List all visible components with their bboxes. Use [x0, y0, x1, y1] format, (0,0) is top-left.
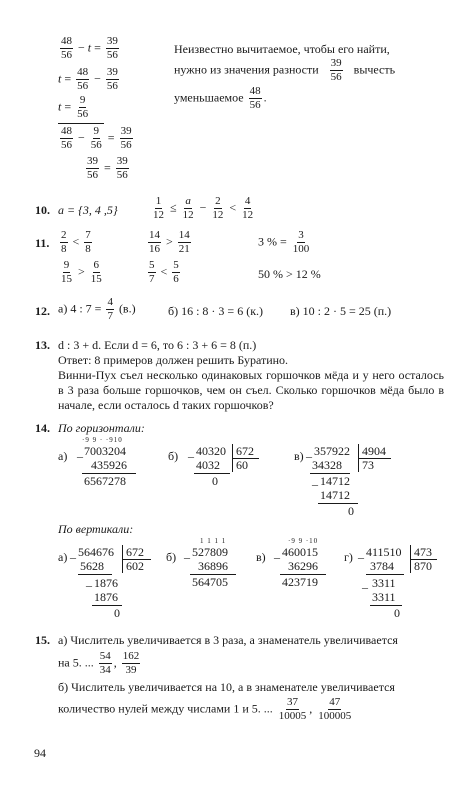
top-equation-2: t = $\frac{48}{56}$ − $\frac{39}{56}$ — [58, 66, 118, 92]
v-d-rule-1 — [366, 574, 404, 575]
page-number: 94 — [34, 746, 46, 760]
h-b-result: 0 — [212, 474, 218, 488]
h-c-label: в) — [294, 449, 304, 463]
v-b-top: 527809 — [192, 545, 228, 559]
problem-15-b-line-2: количество нулей между числами 1 и 5. ... $\frac{37}{10005}$ , $\frac{47}{100005}$ — [58, 696, 352, 722]
problem-13-number: 13. — [35, 338, 50, 352]
problem-11-number: 11. — [35, 236, 50, 250]
h-c-minus: _ — [306, 445, 312, 459]
problem-10-set: a = {3, 4 ,5} — [58, 203, 118, 217]
problem-10-inequality: $\frac{1}{12}$ ≤ $\frac{a}{12}$ − $\frac{2}{12}$ < $\frac{4}{12}$ — [153, 195, 254, 221]
problem-14-number: 14. — [35, 421, 50, 435]
v-b-carry: 1 1 1 1 — [200, 537, 227, 545]
problem-10-number: 10. — [35, 203, 50, 217]
explain-line-2: нужно из значения разности $\frac{39}{56}$ вычесть — [174, 57, 396, 83]
h-c-divisor: 4904 — [362, 444, 386, 458]
v-c-minus: _ — [274, 546, 280, 560]
v-a-minus: _ — [70, 546, 76, 560]
problem-15-a-line-1: а) Числитель увеличивается в 3 раза, а знаменатель увеличивается — [58, 633, 398, 647]
rule-line — [58, 123, 104, 124]
problem-11-r1c2: $\frac{14}{16}$ > $\frac{14}{21}$ — [149, 229, 190, 255]
v-d-label: г) — [344, 550, 353, 564]
h-a-result: 6567278 — [84, 474, 126, 488]
problem-15-number: 15. — [35, 633, 50, 647]
v-a-rule-1 — [78, 574, 112, 575]
problem-12-c: в) 10 : 2 · 5 = 25 (п.) — [290, 304, 392, 318]
h-a-label: а) — [58, 449, 68, 463]
v-a-result: 0 — [114, 606, 120, 620]
v-a-sub-2: 1876 — [94, 590, 118, 604]
h-c-minus-2: _ — [312, 473, 318, 487]
v-b-minus: _ — [184, 546, 190, 560]
top-equation-5: $\frac{39}{56}$ = $\frac{39}{56}$ — [87, 155, 128, 181]
problem-12-a: а) 4 : 7 = $\frac{4}{7}$ (в.) — [58, 296, 136, 322]
problem-15-a-line-2: на 5. ... $\frac{54}{34}$ , $\frac{162}{39}$ — [58, 650, 140, 676]
top-equation-3: t = $\frac{9}{56}$ — [58, 94, 89, 120]
v-a-divisor: 672 — [126, 545, 144, 559]
problem-11-r2c1: $\frac{9}{15}$ > $\frac{6}{15}$ — [61, 259, 102, 285]
v-a-quotient: 602 — [126, 559, 144, 573]
h-c-sub-2: 14712 — [320, 488, 350, 502]
v-c-sub: 36296 — [288, 559, 318, 573]
h-b-quotient: 60 — [236, 458, 248, 472]
horizontal-title: По горизонтали: — [58, 421, 145, 435]
h-c-remainder-1: 14712 — [320, 474, 350, 488]
problem-11-r1c1: $\frac{2}{8}$ < $\frac{7}{8}$ — [61, 229, 91, 255]
problem-11-r2c2: $\frac{5}{7}$ < $\frac{5}{6}$ — [149, 259, 179, 285]
v-b-sub: 36896 — [198, 559, 228, 573]
v-a-remainder-1: 1876 — [94, 576, 118, 590]
problem-13-paragraph: Винни-Пух съел несколько одинаковых горшочков мёда и у него осталось в 3 раза больше горшочков, чем он съел. Сколько горшочков мёда было в начале, если осталось d таких горшочков? — [58, 368, 444, 412]
v-d-minus: _ — [358, 546, 364, 560]
problem-12-number: 12. — [35, 304, 50, 318]
v-d-remainder-1: 3311 — [372, 576, 396, 590]
h-a-top: 7003204 — [84, 444, 126, 458]
v-d-result: 0 — [394, 606, 400, 620]
h-b-divisor: 672 — [236, 444, 254, 458]
h-b-dividend: 40320 — [196, 444, 226, 458]
v-d-sub-1: 3784 — [370, 559, 394, 573]
problem-11-r1c3: 3 % = $\frac{3}{100}$ — [258, 229, 310, 255]
v-c-label: в) — [256, 550, 266, 564]
v-c-top: 460015 — [282, 545, 318, 559]
v-c-carry: ·9 9 ·10 — [288, 537, 319, 545]
v-b-result: 564705 — [192, 575, 228, 589]
v-a-minus-2: _ — [86, 574, 92, 588]
h-c-dividend: 357922 — [314, 444, 350, 458]
h-c-sub-1: 34328 — [312, 458, 342, 472]
h-c-quotient: 73 — [362, 458, 374, 472]
h-c-result: 0 — [348, 504, 354, 518]
problem-13-line-1: d : 3 + d. Если d = 6, то 6 : 3 + 6 = 8 (п.) — [58, 338, 257, 352]
problem-15-b-line-1: б) Числитель увеличивается на 10, а в знаменателе увеличивается — [58, 680, 395, 694]
h-a-carry: ·9 9 · ·910 — [82, 436, 123, 444]
problem-11-r2c3: 50 % > 12 % — [258, 267, 321, 281]
v-d-quotient: 870 — [414, 559, 432, 573]
v-a-dividend: 564676 — [78, 545, 114, 559]
v-d-dividend: 411510 — [366, 545, 402, 559]
top-equation-1: $\frac{48}{56}$ − t = $\frac{39}{56}$ — [61, 35, 118, 61]
explain-line-1: Неизвестно вычитаемое, чтобы его найти, — [174, 42, 390, 56]
v-d-minus-2: – — [362, 580, 368, 594]
problem-13-line-2: Ответ: 8 примеров должен решить Буратино. — [58, 353, 289, 367]
v-a-sub-1: 5628 — [80, 559, 104, 573]
problem-12-b: б) 16 : 8 · 3 = 6 (к.) — [168, 304, 264, 318]
v-d-sub-2: 3311 — [372, 590, 396, 604]
explain-line-3: уменьшаемое $\frac{48}{56}$ . — [174, 85, 267, 111]
h-b-sub: 4032 — [196, 458, 220, 472]
v-c-result: 423719 — [282, 575, 318, 589]
h-b-minus: _ — [188, 445, 194, 459]
v-a-label: а) — [58, 550, 68, 564]
vertical-title: По вертикали: — [58, 522, 134, 536]
v-b-label: б) — [166, 550, 177, 564]
h-b-label: б) — [168, 449, 179, 463]
top-equation-4: $\frac{48}{56}$ − $\frac{9}{56}$ = $\frac{39}{56}$ — [61, 125, 132, 151]
h-a-sub: 435926 — [91, 458, 127, 472]
v-d-divisor: 473 — [414, 545, 432, 559]
h-a-minus: _ — [77, 445, 83, 459]
